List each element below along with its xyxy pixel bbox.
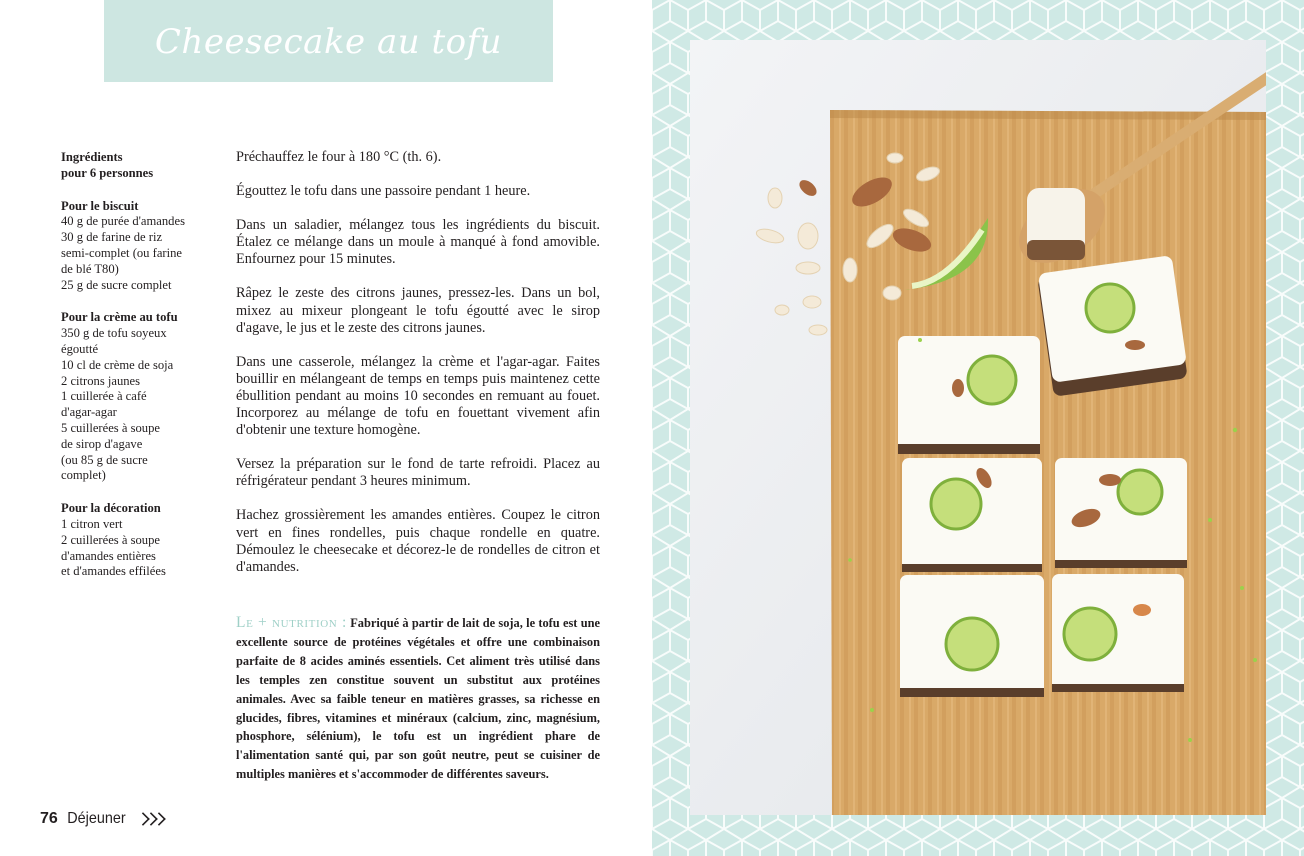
- ingredient-line: 1 citron vert: [61, 516, 123, 531]
- page-footer: [40, 808, 165, 830]
- step-paragraph: Dans un saladier, mélangez tous les ingrédients du biscuit. Étalez ce mélange dans un moule à manqué à fond amovible. Enfournez pour 15 minutes.: [236, 217, 600, 268]
- nutrition-box: [236, 614, 600, 784]
- cheesecake-square: [1037, 255, 1187, 397]
- ingredient-line: d'amandes entières: [61, 548, 156, 563]
- ingredient-line: complet): [61, 468, 106, 483]
- step-paragraph: Râpez le zeste des citrons jaunes, pressez-les. Dans un bol, mixez au mixeur plongeant le tofu égoutté avec le sirop d'agave, le jus et le zeste des citrons jaunes.: [236, 285, 600, 336]
- ingredient-line: semi-complet (ou farine: [61, 245, 182, 260]
- ingredients-heading-line: Ingrédients: [61, 150, 123, 164]
- step-paragraph: Préchauffez le four à 180 °C (th. 6).: [236, 149, 442, 165]
- recipe-steps: [236, 149, 600, 593]
- cheesecake-square: [900, 575, 1044, 697]
- nutrition-label: Le + nutrition :: [236, 614, 347, 631]
- chevrons-icon: [141, 813, 165, 825]
- ingredient-line: (ou 85 g de sucre: [61, 452, 148, 467]
- ingredient-group-title: Pour la décoration: [61, 501, 161, 516]
- ingredient-line: 350 g de tofu soyeux: [61, 326, 167, 341]
- ingredient-line: d'agar-agar: [61, 405, 117, 420]
- ingredients-heading: [61, 150, 211, 182]
- section-name: Déjeuner: [67, 810, 126, 827]
- ingredient-line: égoutté: [61, 341, 99, 356]
- page-number: 76: [40, 810, 58, 827]
- step-paragraph: Hachez grossièrement les amandes entières. Coupez le citron vert en fines rondelles, puis chaque rondelle en quatre. Démoulez le cheesecake et décorez-le de rondelles de citron et d'amandes.: [236, 507, 600, 575]
- step-paragraph: Versez la préparation sur le fond de tarte refroidi. Placez au réfrigérateur pendant 3 heures minimum.: [236, 456, 600, 490]
- title-banner: [104, 0, 553, 82]
- ingredient-line: 10 cl de crème de soja: [61, 357, 174, 372]
- ingredient-line: et d'amandes effilées: [61, 564, 166, 579]
- ingredients-list: [61, 150, 211, 580]
- right-page: [652, 0, 1304, 856]
- ingredient-line: 5 cuillerées à soupe: [61, 420, 160, 435]
- cheesecake-photo: [690, 40, 1266, 815]
- ingredient-line: 25 g de sucre complet: [61, 277, 172, 292]
- ingredient-line: 2 citrons jaunes: [61, 373, 141, 388]
- ingredient-group-creme: [61, 310, 211, 484]
- cheesecake-square: [1052, 574, 1184, 692]
- ingredient-line: 40 g de purée d'amandes: [61, 214, 185, 229]
- cheesecake-square: [902, 458, 1042, 572]
- cheesecake-square: [898, 336, 1040, 454]
- ingredient-line: de sirop d'agave: [61, 436, 143, 451]
- ingredient-group-decoration: [61, 501, 211, 580]
- ingredients-heading-line: pour 6 personnes: [61, 165, 154, 180]
- ingredient-group-biscuit: [61, 199, 211, 294]
- nutrition-text: Fabriqué à partir de lait de soja, le tofu est une excellente source de protéines végétales et offre une combinaison parfaite de 8 acides aminés essentiels. Cet aliment très utilisé dans les temples zen constitue souvent un substitut aux protéines animales. Avec sa faible teneur en matières grasses, sa richesse en glucides, fibres, vitamines et minéraux (calcium, zinc, magnésium, phosphore, sélénium), le tofu est un ingrédient phare de l'alimentation santé qui, par son goût neutre, peut se cuisiner de multiples manières et s'accommoder de différentes saveurs.: [236, 616, 600, 782]
- cheesecake-square: [1055, 458, 1187, 568]
- ingredient-line: 1 cuillerée à café: [61, 389, 147, 404]
- ingredient-group-title: Pour la crème au tofu: [61, 310, 178, 325]
- ingredient-line: 2 cuillerées à soupe: [61, 532, 160, 547]
- ingredient-group-title: Pour le biscuit: [61, 198, 139, 213]
- step-paragraph: Dans une casserole, mélangez la crème et l'agar-agar. Faites bouillir en mélangeant de temps en temps puis maintenez cette ébullition pendant au moins 10 secondes en remuant au fouet. Incorporez au mélange de tofu en fouettant vivement afin d'obtenir une texture homogène.: [236, 353, 600, 439]
- step-paragraph: Égouttez le tofu dans une passoire pendant 1 heure.: [236, 183, 531, 200]
- recipe-title: Cheesecake au tofu: [154, 22, 503, 62]
- ingredient-line: 30 g de farine de riz: [61, 230, 163, 245]
- ingredient-line: de blé T80): [61, 261, 119, 276]
